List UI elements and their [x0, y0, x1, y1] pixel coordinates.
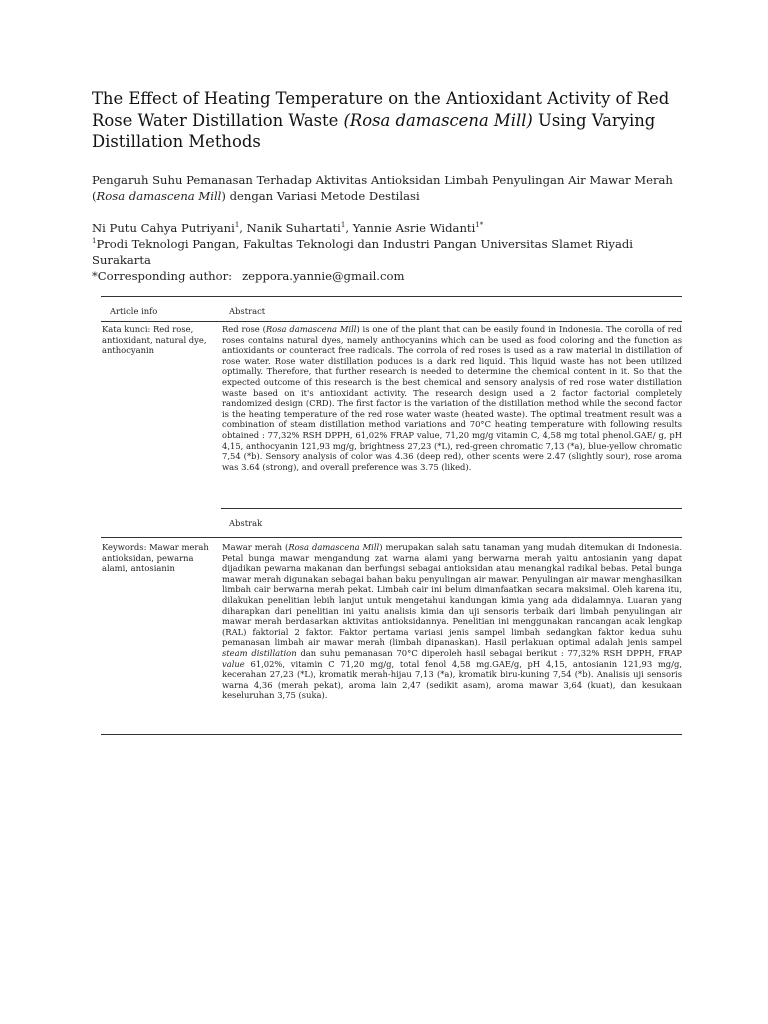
abstract-species: Rosa damascena Mill: [265, 324, 357, 334]
header-rule: [101, 321, 682, 322]
subtitle-text: Pengaruh Suhu Pemanasan Terhadap Aktivitas Antioksidan Limbah Penyulingan Air Mawar Merah (: [92, 173, 673, 203]
subtitle-text-end: ) dengan Variasi Metode Destilasi: [221, 189, 420, 203]
author-3: , Yannie Asrie Widanti: [345, 221, 476, 235]
subtitle-species: Rosa damascena Mill: [96, 189, 222, 203]
author-1-affil: 1: [234, 221, 240, 229]
abstract-en: [222, 324, 682, 472]
author-2-affil: 1: [340, 221, 346, 229]
title-species: (Rosa damascena Mill): [343, 110, 533, 130]
title-text: The Effect of Heating Temperature on the Antioxidant Activity of Red Rose Water Distillation Waste: [92, 89, 670, 130]
corresponding-author: [92, 268, 692, 284]
affiliation-text: Prodi Teknologi Pangan, Fakultas Teknologi dan Industri Pangan Universitas Slamet Riyadi Surakarta: [92, 237, 634, 267]
abstrak-method: steam distillation: [222, 647, 297, 658]
article-info-heading: Article info: [110, 306, 158, 316]
corresponding-email: zeppora.yannie@gmail.com: [242, 269, 405, 283]
table-bottom-rule: [101, 734, 682, 735]
keywords-en: Kata kunci: Red rose, antioxidant, natural dye, anthocyanin: [102, 324, 207, 356]
abstrak-top-rule: [221, 508, 682, 509]
title-text-end: Using Varying Distillation Methods: [92, 110, 656, 151]
abstract-text: Red rose (: [222, 324, 266, 334]
abstrak-value: value: [222, 658, 245, 669]
affiliation: [92, 236, 692, 268]
corresponding-label: *Corresponding author:: [92, 269, 233, 283]
abstrak-text-4: 61,02%, vitamin C 71,20 mg/g, total fenol 4,58 mg.GAE/g, pH 4,15, antosianin 121,93 mg/g, kecerahan 27,23 (*L), kromatik merah-hijau 7,13 (*a), kromatik biru-kuning 7,54 (*b). Analisis uji sensoris warna 4,36 (merah pekat), aroma lain 2,47 (sedikit asam), aroma mawar 3,64 (kuat), dan kesukaan keseluruhan 3,75 (suka).: [222, 658, 682, 701]
abstrak-heading: Abstrak: [229, 518, 263, 528]
keywords-id: Keywords: Mawar merah antioksidan, pewarna alami, antosianin: [102, 542, 209, 574]
table-top-rule: [101, 296, 682, 297]
abstract-heading: Abstract: [229, 306, 266, 316]
abstrak-id: [222, 542, 682, 701]
paper-title: [92, 88, 692, 153]
author-1: Ni Putu Cahya Putriyani: [92, 221, 235, 235]
abstrak-text-2: ) merupakan salah satu tanaman yang mudah ditemukan di Indonesia. Petal bunga mawar mengandung zat warna alami yang berwarna merah yaitu antosianin yang dapat dijadikan pewarna makanan dan berfungsi sebagai antioksidan atau menangkal radikal bebas. Petal bunga mawar merah digunakan sebagai bahan baku penyulingan air mawar. Penyulingan air mawar menghasilkan limbah cair berwarna merah pekat. Limbah cair ini belum dimanfaatkan secara maksimal. Oleh karena itu, dilakukan penelitian lebih lanjut untuk mengetahui kandungan kimia yang ada didalamnya. Luaran yang diharapkan dari penelitian ini yaitu analisis kimia dan uji sensoris terbaik dari limbah penyulingan air mawar merah berdasarkan aktivitas antioksidannya. Penelitian ini menggunakan rancangan acak lengkap (RAL) faktorial 2 faktor. Faktor pertama variasi jenis sampel limbah sedangkan faktor kedua suhu pemanasan limbah air mawar merah (limbah dipanaskan). Hasil perlakuan optimal adalah jenis sampel: [222, 542, 682, 648]
abstrak-text-3: dan suhu pemanasan 70°C diperoleh hasil sebagai berikut : 77,32% RSH DPPH, FRAP: [296, 647, 682, 658]
affiliation-marker: 1: [92, 237, 97, 245]
abstrak-text-1: Mawar merah (: [222, 542, 289, 552]
abstrak-rule: [101, 537, 682, 538]
abstract-text-end: ) is one of the plant that can be easily found in Indonesia. The corolla of red roses contains natural dyes, namely anthocyanins which can be used as food coloring and the function as antioxidants or counteract free radicals. The corrola of red roses is used as a raw material in distillation of rose water. Rose water distillation poduces is a dark red liquid. This liquid waste has not been utilized optimally. Therefore, that further research is needed to determine the chemical content in it. So that the expected outcome of this research is the best chemical and sensory analysis of red rose water distillation waste based on it's antioxidant activity. The research design used a 2 factor factorial completely randomized design (CRD). The first factor is the variation of the distillation method while the second factor is the heating temperature of the red rose water waste (heated waste). The optimal treatment result was a combination of steam distillation method variations and 70°C heating temperature with following results obtained : 77,32% RSH DPPH, 61,02% FRAP value, 71,20 mg/g vitamin C, 4,58 mg total phenol.GAE/ g, pH 4,15, anthocyanin 121,93 mg/g, brightness 27,23 (*L), red-green chromatic 7,13 (*a), blue-yellow chromatic 7,54 (*b). Sensory analysis of color was 4.36 (deep red), other scents were 2.47 (slightly sour), rose aroma was 3.64 (strong), and overall preference was 3.75 (liked).: [222, 324, 682, 472]
author-list: [92, 220, 692, 236]
paper-subtitle: [92, 172, 692, 204]
author-2: , Nanik Suhartati: [239, 221, 341, 235]
author-3-affil: 1*: [475, 221, 484, 229]
author-block: [92, 220, 692, 284]
abstrak-species: Rosa damascena Mill: [288, 542, 380, 552]
